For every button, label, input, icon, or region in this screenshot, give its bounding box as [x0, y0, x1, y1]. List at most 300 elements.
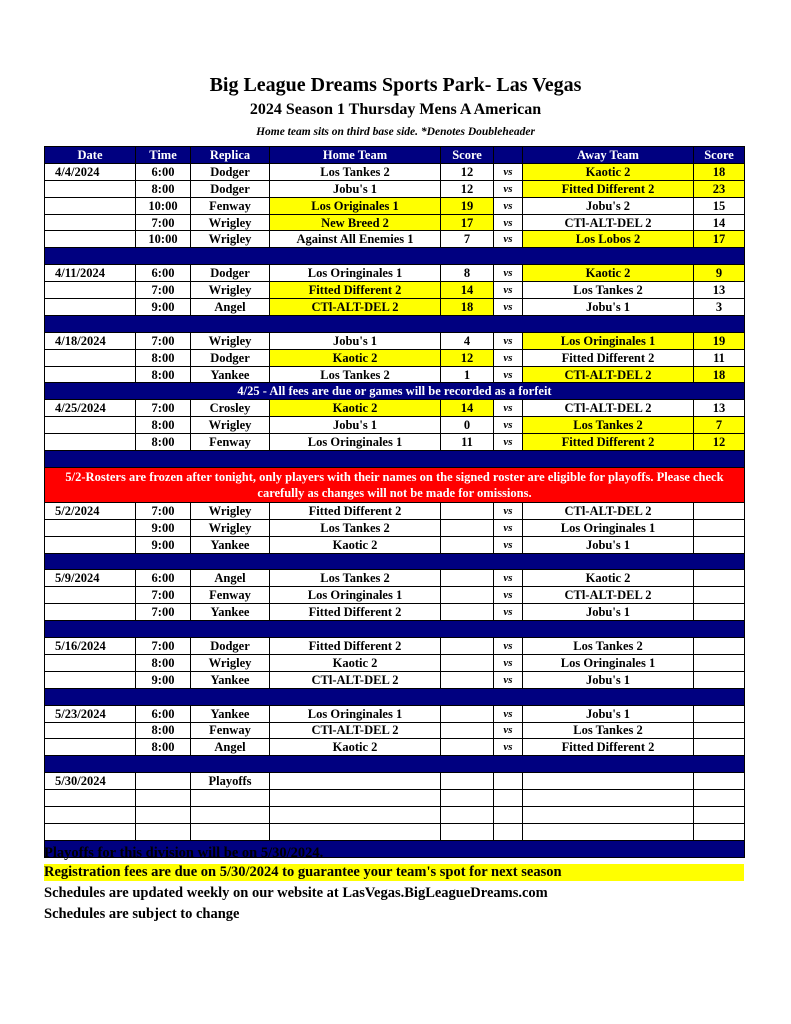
game-date: [45, 604, 136, 621]
away-team: Jobu's 1: [523, 705, 694, 722]
week-separator: [45, 688, 745, 705]
home-team: CTl-ALT-DEL 2: [270, 722, 441, 739]
vs-label: vs: [494, 587, 523, 604]
home-score: [441, 638, 494, 655]
game-field: Wrigley: [191, 332, 270, 349]
game-time: 9:00: [136, 519, 191, 536]
vs-label: vs: [494, 282, 523, 299]
away-score: 17: [694, 231, 745, 248]
col-home-score: Score: [441, 147, 494, 164]
game-time: 10:00: [136, 231, 191, 248]
game-date: [45, 197, 136, 214]
vs-label: vs: [494, 214, 523, 231]
header-row: [45, 147, 745, 164]
game-time: 9:00: [136, 299, 191, 316]
game-time: 7:00: [136, 282, 191, 299]
game-field: Yankee: [191, 536, 270, 553]
separator-cell: [45, 756, 745, 773]
week-separator: [45, 621, 745, 638]
game-time: 6:00: [136, 265, 191, 282]
away-score: [694, 790, 745, 807]
away-team: Kaotic 2: [523, 163, 694, 180]
home-team: [270, 790, 441, 807]
game-row: [45, 265, 745, 282]
game-date: 5/23/2024: [45, 705, 136, 722]
home-team: [270, 823, 441, 840]
col-vs: [494, 147, 523, 164]
game-time: 6:00: [136, 705, 191, 722]
game-row: [45, 299, 745, 316]
game-date: 5/30/2024: [45, 773, 136, 790]
away-score: 18: [694, 366, 745, 383]
game-date: 5/2/2024: [45, 502, 136, 519]
game-date: [45, 299, 136, 316]
home-score: [441, 823, 494, 840]
away-team: [523, 773, 694, 790]
away-team: CTl-ALT-DEL 2: [523, 587, 694, 604]
home-team: Los Tankes 2: [270, 570, 441, 587]
game-time: [136, 806, 191, 823]
game-time: 6:00: [136, 163, 191, 180]
game-time: 8:00: [136, 654, 191, 671]
game-row: [45, 739, 745, 756]
home-score: 12: [441, 180, 494, 197]
home-team: [270, 773, 441, 790]
vs-label: vs: [494, 638, 523, 655]
game-row: [45, 417, 745, 434]
home-team: Jobu's 1: [270, 180, 441, 197]
vs-label: vs: [494, 197, 523, 214]
game-field: Dodger: [191, 349, 270, 366]
away-score: 23: [694, 180, 745, 197]
home-team: Los Oringinales 1: [270, 265, 441, 282]
game-date: 4/4/2024: [45, 163, 136, 180]
game-row: [45, 502, 745, 519]
game-time: 7:00: [136, 604, 191, 621]
away-team: Jobu's 1: [523, 299, 694, 316]
home-score: [441, 519, 494, 536]
home-score: [441, 739, 494, 756]
game-time: 7:00: [136, 587, 191, 604]
vs-label: vs: [494, 332, 523, 349]
home-team: Kaotic 2: [270, 654, 441, 671]
vs-label: vs: [494, 671, 523, 688]
game-field: Fenway: [191, 197, 270, 214]
away-team: [523, 790, 694, 807]
away-team: CTl-ALT-DEL 2: [523, 502, 694, 519]
home-team: Los Oringinales 1: [270, 705, 441, 722]
home-score: [441, 671, 494, 688]
home-team-note: Home team sits on third base side. *Denotes Doubleheader: [256, 126, 535, 138]
game-date: [45, 739, 136, 756]
away-score: [694, 502, 745, 519]
week-separator: [45, 553, 745, 570]
away-score: [694, 671, 745, 688]
separator-cell: [45, 621, 745, 638]
home-team: CTl-ALT-DEL 2: [270, 299, 441, 316]
home-score: [441, 536, 494, 553]
away-score: 18: [694, 163, 745, 180]
away-score: [694, 604, 745, 621]
home-score: [441, 570, 494, 587]
game-row: [45, 806, 745, 823]
away-team: Los Oringinales 1: [523, 332, 694, 349]
game-row: [45, 570, 745, 587]
game-date: [45, 536, 136, 553]
away-team: Los Tankes 2: [523, 722, 694, 739]
game-row: [45, 282, 745, 299]
game-field: Yankee: [191, 671, 270, 688]
game-time: 7:00: [136, 502, 191, 519]
game-date: 4/18/2024: [45, 332, 136, 349]
game-field: Fenway: [191, 587, 270, 604]
home-team: [270, 806, 441, 823]
col-home-team: Home Team: [270, 147, 441, 164]
schedule-body: [45, 163, 745, 857]
away-score: [694, 654, 745, 671]
game-time: 8:00: [136, 366, 191, 383]
away-score: [694, 570, 745, 587]
home-team: Fitted Different 2: [270, 282, 441, 299]
col-replica: Replica: [191, 147, 270, 164]
home-score: 12: [441, 349, 494, 366]
vs-label: vs: [494, 434, 523, 451]
game-row: [45, 366, 745, 383]
home-score: 1: [441, 366, 494, 383]
game-time: [136, 790, 191, 807]
game-time: 8:00: [136, 417, 191, 434]
vs-label: vs: [494, 502, 523, 519]
home-team: Kaotic 2: [270, 349, 441, 366]
away-team: Jobu's 1: [523, 536, 694, 553]
away-team: Jobu's 1: [523, 671, 694, 688]
away-score: 19: [694, 332, 745, 349]
game-time: 8:00: [136, 349, 191, 366]
home-team: Los Tankes 2: [270, 519, 441, 536]
away-score: 11: [694, 349, 745, 366]
game-row: [45, 705, 745, 722]
away-score: 9: [694, 265, 745, 282]
game-time: 9:00: [136, 536, 191, 553]
home-team: Los Oringinales 1: [270, 587, 441, 604]
home-score: 4: [441, 332, 494, 349]
away-team: CTl-ALT-DEL 2: [523, 400, 694, 417]
vs-label: vs: [494, 163, 523, 180]
home-team: Los Tankes 2: [270, 366, 441, 383]
game-time: 7:00: [136, 400, 191, 417]
home-team: Kaotic 2: [270, 400, 441, 417]
game-field: Wrigley: [191, 417, 270, 434]
game-date: [45, 806, 136, 823]
away-team: Jobu's 2: [523, 197, 694, 214]
vs-label: vs: [494, 299, 523, 316]
game-row: [45, 434, 745, 451]
game-date: [45, 823, 136, 840]
home-team: Against All Enemies 1: [270, 231, 441, 248]
week-separator: [45, 451, 745, 468]
away-score: [694, 705, 745, 722]
home-score: [441, 705, 494, 722]
separator-cell: [45, 248, 745, 265]
game-row: [45, 638, 745, 655]
away-score: 13: [694, 282, 745, 299]
home-team: Jobu's 1: [270, 417, 441, 434]
game-row: [45, 180, 745, 197]
home-score: 14: [441, 282, 494, 299]
home-score: [441, 502, 494, 519]
game-row: [45, 197, 745, 214]
home-score: [441, 790, 494, 807]
game-time: 8:00: [136, 180, 191, 197]
game-date: 5/9/2024: [45, 570, 136, 587]
vs-label: vs: [494, 519, 523, 536]
game-time: 6:00: [136, 570, 191, 587]
vs-label: [494, 790, 523, 807]
game-time: 9:00: [136, 671, 191, 688]
home-team: Fitted Different 2: [270, 638, 441, 655]
away-score: 15: [694, 197, 745, 214]
game-field: Wrigley: [191, 282, 270, 299]
fee-notice-row: [45, 383, 745, 400]
vs-label: vs: [494, 536, 523, 553]
game-date: [45, 231, 136, 248]
game-time: [136, 823, 191, 840]
page-title: Big League Dreams Sports Park- Las Vegas: [209, 74, 582, 96]
game-field: Wrigley: [191, 654, 270, 671]
game-date: [45, 417, 136, 434]
game-row: [45, 773, 745, 790]
game-field: Angel: [191, 299, 270, 316]
home-score: 19: [441, 197, 494, 214]
away-team: CTl-ALT-DEL 2: [523, 214, 694, 231]
week-separator: [45, 315, 745, 332]
game-time: 7:00: [136, 332, 191, 349]
home-score: [441, 654, 494, 671]
game-time: 10:00: [136, 197, 191, 214]
home-score: 17: [441, 214, 494, 231]
away-score: 12: [694, 434, 745, 451]
vs-label: [494, 773, 523, 790]
vs-label: [494, 806, 523, 823]
home-team: CTl-ALT-DEL 2: [270, 671, 441, 688]
home-score: 11: [441, 434, 494, 451]
game-date: [45, 366, 136, 383]
away-team: CTl-ALT-DEL 2: [523, 366, 694, 383]
game-field: Dodger: [191, 638, 270, 655]
season-subtitle: 2024 Season 1 Thursday Mens A American: [249, 101, 542, 118]
vs-label: vs: [494, 654, 523, 671]
away-team: Los Tankes 2: [523, 417, 694, 434]
game-field: Yankee: [191, 705, 270, 722]
away-score: 13: [694, 400, 745, 417]
away-score: [694, 519, 745, 536]
game-row: [45, 604, 745, 621]
home-team: New Breed 2: [270, 214, 441, 231]
game-date: [45, 671, 136, 688]
game-field: [191, 790, 270, 807]
game-field: [191, 806, 270, 823]
game-row: [45, 536, 745, 553]
game-field: [191, 823, 270, 840]
away-team: Los Oringinales 1: [523, 654, 694, 671]
vs-label: vs: [494, 739, 523, 756]
game-row: [45, 587, 745, 604]
game-date: [45, 180, 136, 197]
game-date: [45, 434, 136, 451]
home-score: 12: [441, 163, 494, 180]
game-date: [45, 654, 136, 671]
game-row: [45, 400, 745, 417]
home-team: Los Tankes 2: [270, 163, 441, 180]
away-score: [694, 823, 745, 840]
away-score: [694, 722, 745, 739]
separator-cell: [45, 315, 745, 332]
home-score: 18: [441, 299, 494, 316]
vs-label: vs: [494, 705, 523, 722]
away-score: [694, 739, 745, 756]
away-team: Kaotic 2: [523, 265, 694, 282]
vs-label: vs: [494, 231, 523, 248]
home-team: Kaotic 2: [270, 739, 441, 756]
registration-note: Registration fees are due on 5/30/2024 to guarantee your team's spot for next season: [44, 864, 744, 881]
game-time: 8:00: [136, 722, 191, 739]
home-score: [441, 587, 494, 604]
game-field: Fenway: [191, 434, 270, 451]
game-date: [45, 587, 136, 604]
change-note: Schedules are subject to change: [44, 906, 240, 922]
game-date: [45, 722, 136, 739]
separator-cell: [45, 688, 745, 705]
home-team: Jobu's 1: [270, 332, 441, 349]
away-team: Los Lobos 2: [523, 231, 694, 248]
game-time: 7:00: [136, 214, 191, 231]
vs-label: [494, 823, 523, 840]
game-field: Wrigley: [191, 502, 270, 519]
game-row: [45, 671, 745, 688]
away-score: [694, 638, 745, 655]
game-field: Yankee: [191, 366, 270, 383]
away-team: Fitted Different 2: [523, 739, 694, 756]
home-score: 8: [441, 265, 494, 282]
schedule-table: [44, 146, 745, 858]
game-field: Wrigley: [191, 519, 270, 536]
game-row: [45, 654, 745, 671]
fee-notice: 4/25 - All fees are due or games will be recorded as a forfeit: [45, 383, 745, 400]
away-team: Fitted Different 2: [523, 180, 694, 197]
game-field: Dodger: [191, 163, 270, 180]
game-time: 8:00: [136, 434, 191, 451]
game-row: [45, 519, 745, 536]
game-row: [45, 231, 745, 248]
game-time: 8:00: [136, 739, 191, 756]
week-separator: [45, 756, 745, 773]
away-score: 14: [694, 214, 745, 231]
col-away-team: Away Team: [523, 147, 694, 164]
game-date: [45, 790, 136, 807]
home-team: Fitted Different 2: [270, 502, 441, 519]
vs-label: vs: [494, 366, 523, 383]
vs-label: vs: [494, 349, 523, 366]
vs-label: vs: [494, 417, 523, 434]
home-score: 7: [441, 231, 494, 248]
home-score: 0: [441, 417, 494, 434]
game-date: [45, 214, 136, 231]
vs-label: vs: [494, 722, 523, 739]
website-note: Schedules are updated weekly on our website at LasVegas.BigLeagueDreams.com: [44, 885, 548, 901]
vs-label: vs: [494, 265, 523, 282]
away-score: [694, 536, 745, 553]
game-date: [45, 349, 136, 366]
game-row: [45, 214, 745, 231]
away-team: Kaotic 2: [523, 570, 694, 587]
game-field: Yankee: [191, 604, 270, 621]
game-date: 4/25/2024: [45, 400, 136, 417]
vs-label: vs: [494, 180, 523, 197]
away-team: Jobu's 1: [523, 604, 694, 621]
game-row: [45, 332, 745, 349]
away-team: Los Oringinales 1: [523, 519, 694, 536]
away-score: [694, 806, 745, 823]
away-team: Los Tankes 2: [523, 282, 694, 299]
roster-alert-row: [45, 467, 745, 502]
separator-cell: [45, 451, 745, 468]
home-score: [441, 773, 494, 790]
col-date: Date: [45, 147, 136, 164]
col-away-score: Score: [694, 147, 745, 164]
game-date: 5/16/2024: [45, 638, 136, 655]
game-field: Angel: [191, 739, 270, 756]
game-field: Wrigley: [191, 231, 270, 248]
away-score: [694, 773, 745, 790]
col-time: Time: [136, 147, 191, 164]
away-score: 3: [694, 299, 745, 316]
game-field: Crosley: [191, 400, 270, 417]
vs-label: vs: [494, 400, 523, 417]
home-team: Kaotic 2: [270, 536, 441, 553]
home-score: [441, 722, 494, 739]
game-row: [45, 163, 745, 180]
game-field: Playoffs: [191, 773, 270, 790]
game-date: 4/11/2024: [45, 265, 136, 282]
away-score: [694, 587, 745, 604]
home-score: [441, 806, 494, 823]
vs-label: vs: [494, 570, 523, 587]
away-team: Los Tankes 2: [523, 638, 694, 655]
game-date: [45, 282, 136, 299]
game-row: [45, 790, 745, 807]
away-team: Fitted Different 2: [523, 434, 694, 451]
away-team: [523, 823, 694, 840]
away-score: 7: [694, 417, 745, 434]
game-field: Angel: [191, 570, 270, 587]
game-time: [136, 773, 191, 790]
separator-cell: [45, 553, 745, 570]
game-field: Dodger: [191, 180, 270, 197]
week-separator: [45, 248, 745, 265]
vs-label: vs: [494, 604, 523, 621]
game-field: Dodger: [191, 265, 270, 282]
game-row: [45, 722, 745, 739]
home-score: 14: [441, 400, 494, 417]
game-row: [45, 349, 745, 366]
home-team: Fitted Different 2: [270, 604, 441, 621]
home-team: Los Originales 1: [270, 197, 441, 214]
game-field: Wrigley: [191, 214, 270, 231]
home-team: Los Oringinales 1: [270, 434, 441, 451]
game-row: [45, 823, 745, 840]
playoffs-note: Playoffs for this division will be on 5/30/2024.: [44, 845, 324, 861]
game-time: 7:00: [136, 638, 191, 655]
